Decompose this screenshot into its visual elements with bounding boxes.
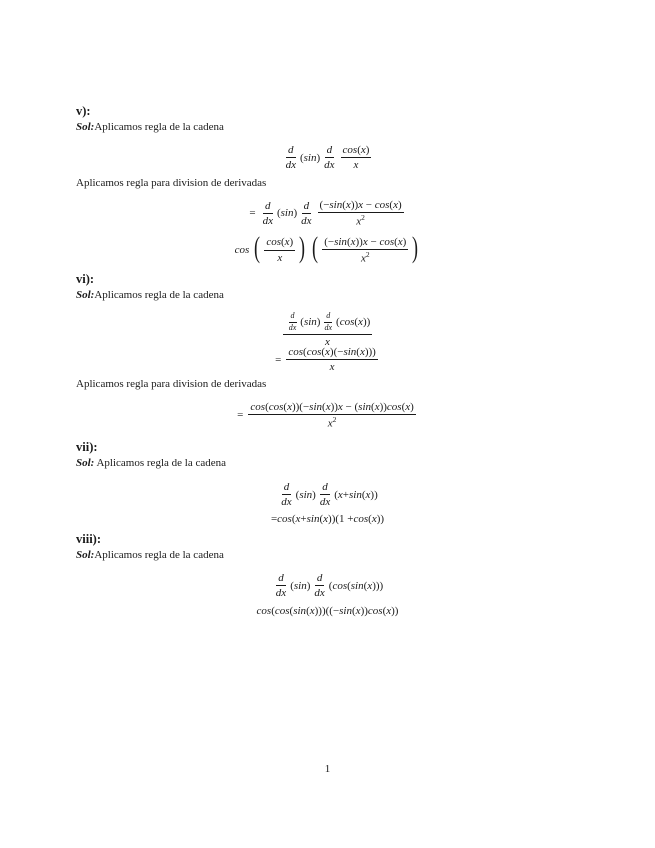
equation: cos ( cos ( sin ( x )))((− sin ( x )) cos ( x )) [256,605,399,617]
equation: cos ( $\frac{\cos(x)}{x}$ ) ( $\frac{(-\sin(x))x - \cos(x)}{x^2}$ ) [234,231,419,265]
section-vii-intro [76,457,226,469]
equation: = cos ( x + sin ( x ))(1 + cos ( x )) [270,513,385,525]
intro-text: Aplicamos regla de la cadena [94,457,226,469]
equation: $\frac{d}{dx}$ (sin) $\frac{d}{dx}$ (cos(x)) x [0,312,655,348]
section-v-intro [76,121,224,133]
sol-label: Sol: [76,289,95,301]
section-viii-intro [76,549,224,561]
page-number: 1 [324,763,331,775]
intro-text: Aplicamos regla de la cadena [94,121,224,133]
equation: $\frac{d}{dx}$ ( sin ) $\frac{d}{dx}$ ( x + sin ( x )) [281,481,378,509]
section-heading-v: v): [76,104,91,118]
sol-label: Sol: [76,121,95,133]
section-heading-vi: vi): [76,272,95,286]
equation: $\frac{d}{dx}$ ( sin ) $\frac{d}{dx}$ $\frac{\cos(x)}{x}$ [285,144,370,172]
intro-text: Aplicamos regla de la cadena [94,289,224,301]
equation: = $\frac{d}{dx}$ ( sin ) $\frac{d}{dx}$ $\frac{(-\sin(x))x - \cos(x)}{x^2}$ [249,199,402,228]
section-v-mid-text: Aplicamos regla para division de derivadas [76,177,267,189]
section-vi-mid-text: Aplicamos regla para division de derivadas [76,378,267,390]
section-heading-viii: viii): [76,532,101,546]
equation: = $\frac{\cos(\cos(x))(-\sin(x))x - (\sin(x))\cos(x)}{x^2}$ [237,401,414,430]
equation: = $\frac{\cos(\cos(x)(-\sin(x)))}{x}$ [275,346,376,374]
intro-text: Aplicamos regla de la cadena [94,549,224,561]
sol-label: Sol: [76,549,95,561]
equation: $\frac{d}{dx}$ ( sin ) $\frac{d}{dx}$ ( cos ( sin ( x ))) [275,572,384,600]
section-heading-vii: vii): [76,440,98,454]
sol-label: Sol: [76,457,95,469]
section-vi-intro [76,289,224,301]
